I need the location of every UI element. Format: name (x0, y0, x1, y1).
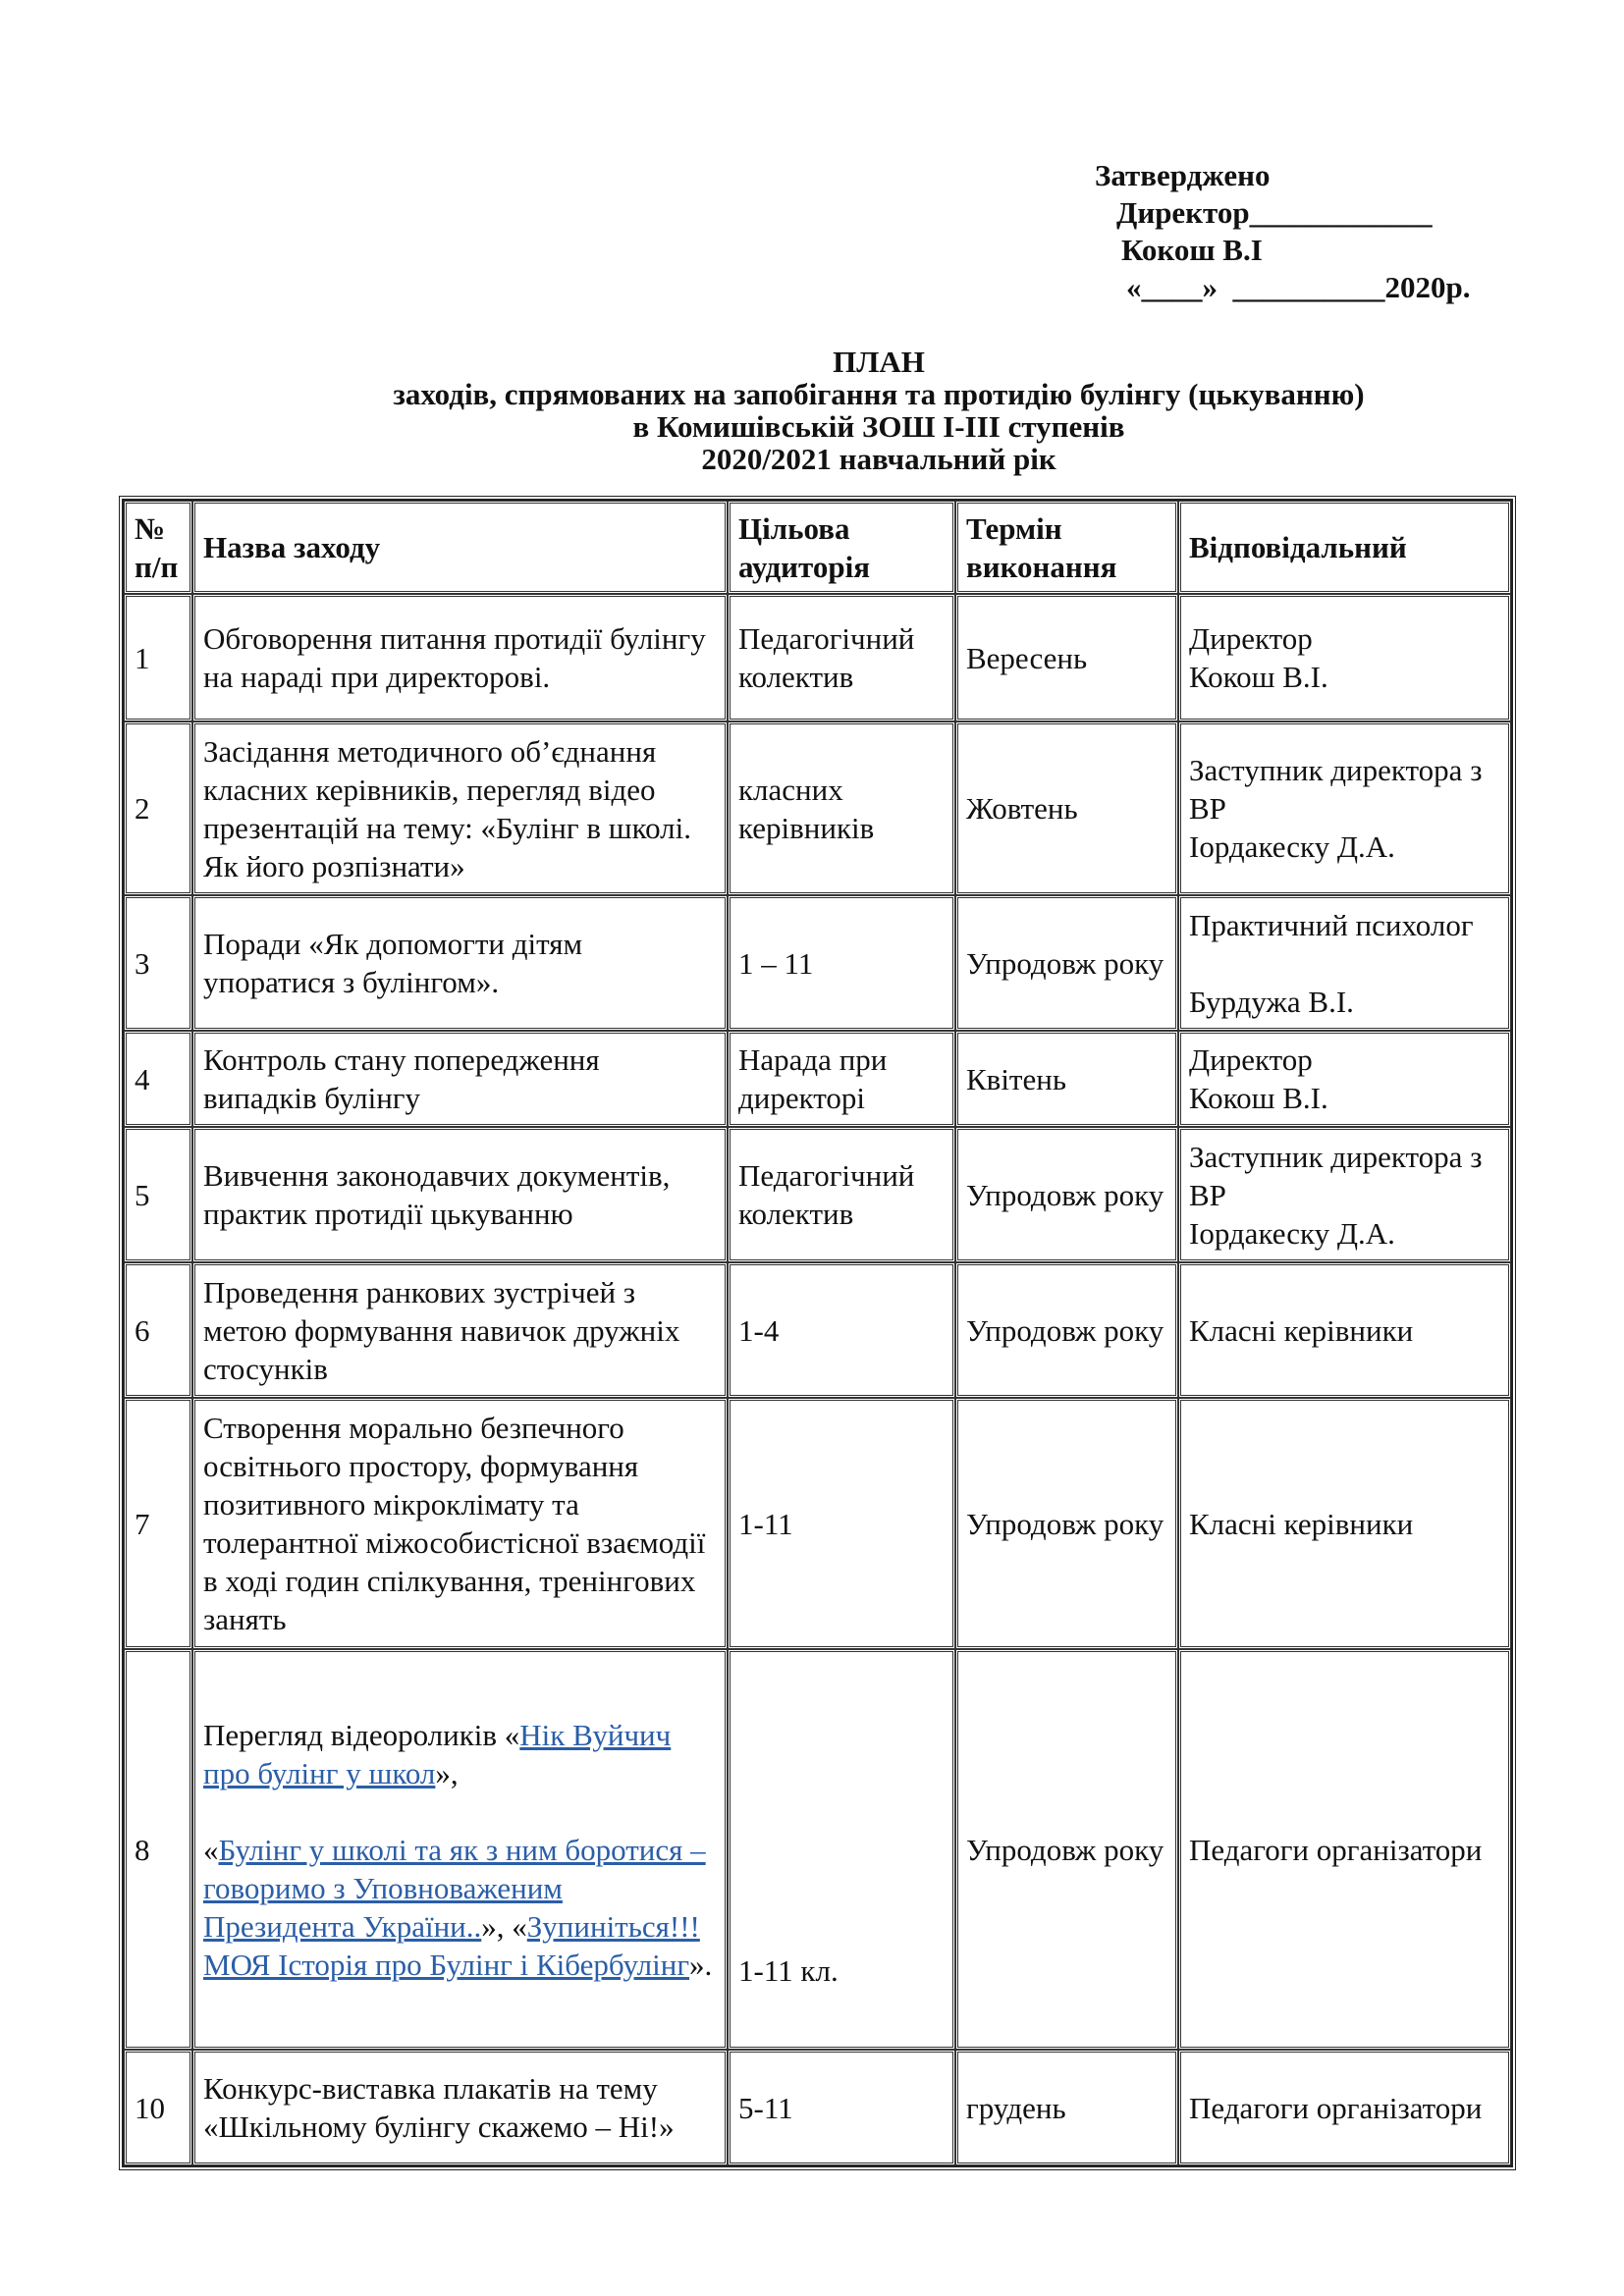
row-responsible: Педагоги організатори (1178, 2050, 1511, 2165)
row-num: 2 (124, 721, 192, 895)
responsible-line: Директор (1189, 1042, 1313, 1077)
header-num: № п/п (124, 501, 192, 594)
row-num: 6 (124, 1262, 192, 1398)
row-responsible (1178, 895, 1511, 1031)
row-responsible: Класні керівники (1178, 1398, 1511, 1649)
row-audience: 1 – 11 (728, 895, 955, 1031)
row-term: Упродовж року (955, 895, 1178, 1031)
row-num: 1 (124, 594, 192, 721)
plan-table (122, 499, 1513, 2167)
header-audience: Цільова аудиторія (728, 501, 955, 594)
video-link-vujicic[interactable]: Нік Вуйчич про булінг у школ (203, 1717, 672, 1790)
header-name: Назва заходу (192, 501, 728, 594)
title-subject: заходів, спрямованих на запобігання та протидію булінгу (цькуванню) (393, 377, 1365, 411)
row-num: 8 (124, 1649, 192, 2050)
row-term: Квітень (955, 1031, 1178, 1127)
row-audience: 1-4 (728, 1262, 955, 1398)
row-audience: Педагогічний колектив (728, 594, 955, 721)
responsible-line: Заступник директора з ВР (1189, 753, 1483, 826)
title-year: 2020/2021 навчальний рік (701, 442, 1056, 476)
row-responsible (1178, 721, 1511, 895)
row8-text: », « (481, 1908, 527, 1944)
row-responsible: Педагоги організатори (1178, 1649, 1511, 2050)
row-name (192, 1649, 728, 2050)
header-term: Термін виконання (955, 501, 1178, 594)
row-name: Створення морально безпечного освітнього простору, формування позитивного мікроклімату та толерантної міжособистісної взаємодії в ході годин спілкування, тренінгових занять (192, 1398, 728, 1649)
row-term: Упродовж року (955, 1127, 1178, 1262)
table-row (124, 2050, 1511, 2165)
row-name: Засідання методичного об’єднання класних керівників, перегляд відео презентацій на тему: «Булінг в школі. Як його розпізнати» (192, 721, 728, 895)
row-term: Упродовж року (955, 1649, 1178, 2050)
responsible-line: Практичний психолог (1189, 907, 1474, 942)
responsible-line: Директор (1189, 621, 1313, 656)
row-num: 3 (124, 895, 192, 1031)
row-name: Контроль стану попередження випадків булінгу (192, 1031, 728, 1127)
row-term: Вересень (955, 594, 1178, 721)
approval-date: «____» __________2020р. (1126, 270, 1471, 304)
row-name: Проведення ранкових зустрічей з метою формування навичок дружніх стосунків (192, 1262, 728, 1398)
table-row (124, 721, 1511, 895)
responsible-line: Іордакеску Д.А. (1189, 829, 1395, 864)
row-audience: Педагогічний колектив (728, 1127, 955, 1262)
row-responsible (1178, 1031, 1511, 1127)
table-row (124, 1031, 1511, 1127)
header-responsible: Відповідальний (1178, 501, 1511, 594)
table-row (124, 1262, 1511, 1398)
video-link-stop-bullying[interactable]: Зупиніться!!! МОЯ Історія про Булінг і Кібербулінг (203, 1908, 700, 1982)
row-audience: 1-11 (728, 1398, 955, 1649)
row-responsible: Класні керівники (1178, 1262, 1511, 1398)
row-audience: 1-11 кл. (728, 1649, 955, 2050)
row-name: Вивчення законодавчих документів, практик протидії цькуванню (192, 1127, 728, 1262)
row8-text: ». (689, 1947, 713, 1982)
row-num: 10 (124, 2050, 192, 2165)
approval-approved: Затверджено (1095, 158, 1271, 192)
table-row (124, 594, 1511, 721)
row-responsible (1178, 1127, 1511, 1262)
row-audience: 5-11 (728, 2050, 955, 2165)
row8-text: « (203, 1832, 219, 1867)
table-row (124, 1398, 1511, 1649)
row-num: 5 (124, 1127, 192, 1262)
header-row (124, 501, 1511, 594)
row-term: Упродовж року (955, 1398, 1178, 1649)
responsible-line: Кокош В.І. (1189, 660, 1328, 694)
row-audience: класних керівників (728, 721, 955, 895)
row8-text: Перегляд відеороликів « (203, 1717, 520, 1752)
responsible-line: Заступник директора з ВР (1189, 1139, 1483, 1212)
row-term: грудень (955, 2050, 1178, 2165)
approval-director-signature: Директор____________ (1116, 195, 1433, 230)
video-link-ombudsman[interactable]: Булінг у школі та як з ним боротися – говоримо з Уповноваженим Президента України.. (203, 1832, 706, 1944)
row-name: Поради «Як допомогти дітям упоратися з булінгом». (192, 895, 728, 1031)
title-plan: ПЛАН (833, 345, 925, 379)
approval-block (1095, 157, 1471, 306)
row-name: Обговорення питання протидії булінгу на нараді при директорові. (192, 594, 728, 721)
responsible-line: Кокош В.І. (1189, 1081, 1328, 1115)
table-row (124, 1649, 1511, 2050)
row-num: 4 (124, 1031, 192, 1127)
row-num: 7 (124, 1398, 192, 1649)
row-responsible (1178, 594, 1511, 721)
responsible-line: Іордакеску Д.А. (1189, 1215, 1395, 1251)
row-term: Жовтень (955, 721, 1178, 895)
document-title (0, 346, 1624, 475)
responsible-line: Бурдужа В.І. (1189, 984, 1354, 1019)
title-school: в Комишівській ЗОШ І-ІІІ ступенів (632, 409, 1125, 444)
row8-text: », (435, 1755, 459, 1790)
table-row (124, 895, 1511, 1031)
row-term: Упродовж року (955, 1262, 1178, 1398)
table-row (124, 1127, 1511, 1262)
row-audience: Нарада при директорі (728, 1031, 955, 1127)
row-name: Конкурс-виставка плакатів на тему «Шкільному булінгу скажемо – Ні!» (192, 2050, 728, 2165)
approval-director-name: Кокош В.І (1121, 233, 1263, 267)
